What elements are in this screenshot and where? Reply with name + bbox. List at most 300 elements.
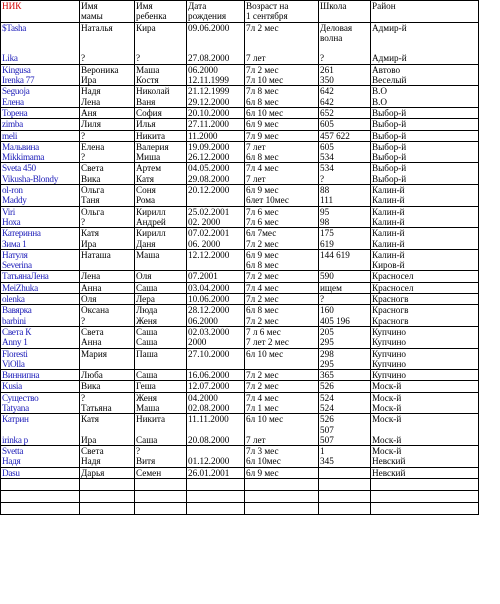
cell-line: Выбор-й: [372, 163, 407, 174]
cell-parent: [80, 294, 135, 305]
cell-line: 6л 8 мес: [246, 260, 279, 271]
cell-school: [319, 141, 371, 163]
cell-line: [188, 33, 243, 43]
cell-line: Lika: [2, 53, 18, 64]
cell-line: 29.12.2000: [188, 96, 230, 107]
cell-line: $Tasha: [2, 22, 27, 33]
cell-line: Mikkimama: [2, 152, 45, 163]
cell-line: [246, 43, 317, 53]
cell-parent: [80, 249, 135, 271]
empty-cell: [1, 479, 80, 491]
cell-line: Никита: [136, 130, 166, 141]
cell-line: Витя: [136, 456, 156, 467]
cell-school: [319, 305, 371, 327]
empty-cell: [245, 479, 319, 491]
cell-line: 06.2000: [188, 64, 218, 75]
cell-line: 02. 2000: [188, 216, 221, 227]
cell-age: [245, 119, 319, 130]
cell-parent: [80, 446, 135, 468]
cell-child: [135, 282, 187, 293]
cell-line: 02.03.2000: [188, 326, 230, 337]
cell-line: 2000: [188, 337, 207, 348]
cell-line: Елена: [2, 96, 24, 107]
table-row: [1, 249, 479, 271]
cell-line: 7л 2 мес: [246, 238, 279, 249]
cell-school: [319, 64, 371, 86]
cell-line: Семен: [136, 467, 162, 478]
cell-parent: [80, 130, 135, 141]
cell-line: Елена: [81, 141, 105, 152]
cell-line: Красногв: [372, 315, 409, 326]
cell-line: ?: [136, 446, 141, 457]
table-row: [1, 282, 479, 293]
cell-line: Ольга: [81, 206, 105, 217]
cell-line: 7л 1 мес: [246, 402, 279, 413]
cell-line: barbini: [2, 315, 26, 326]
cell-line: Выбор-й: [372, 141, 407, 152]
cell-line: Костя: [136, 75, 159, 86]
cell-child: [135, 446, 187, 468]
cell-parent: [80, 228, 135, 250]
empty-cell: [319, 479, 371, 491]
cell-line: Люба: [81, 370, 103, 381]
cell-line: Анна: [81, 337, 102, 348]
cell-line: Катя: [136, 173, 154, 184]
cell-line: Выбор-й: [372, 152, 407, 163]
cell-line: 06.2000: [188, 315, 218, 326]
cell-child: [135, 141, 187, 163]
cell-district: [371, 185, 479, 207]
cell-line: Наталья: [81, 22, 113, 33]
cell-line: 07.2001: [188, 271, 218, 282]
cell-nick: [1, 119, 80, 130]
cell-line: Даня: [136, 238, 156, 249]
cell-line: 04.05.2000: [188, 163, 230, 174]
cell-line: 10.06.2000: [188, 294, 230, 305]
cell-line: Маша: [136, 64, 160, 75]
cell-district: [371, 467, 479, 478]
table-row: [1, 294, 479, 305]
cell-district: [371, 348, 479, 370]
cell-line: 295: [320, 358, 334, 369]
cell-line: 524: [320, 392, 334, 403]
cell-line: Татьяна: [81, 402, 112, 413]
table-row: [1, 107, 479, 118]
cell-birth: [187, 392, 245, 414]
cell-line: Severina: [2, 260, 32, 271]
cell-nick: [1, 467, 80, 478]
empty-cell: [187, 479, 245, 491]
cell-line: [188, 260, 243, 270]
cell-line: Вика: [81, 381, 101, 392]
cell-line: Моск-й: [372, 381, 402, 392]
cell-age: [245, 86, 319, 108]
cell-line: Калин-й: [372, 249, 405, 260]
cell-district: [371, 22, 479, 64]
cell-line: Моск-й: [372, 402, 402, 413]
cell-line: 20.10.2000: [188, 107, 230, 118]
cell-line: 7л 6 мес: [246, 216, 279, 227]
cell-school: [319, 370, 371, 381]
cell-line: Деловая: [320, 22, 353, 33]
cell-line: 7л 2 мес: [246, 370, 279, 381]
cell-birth: [187, 326, 245, 348]
cell-age: [245, 348, 319, 370]
cell-line: 619: [320, 238, 334, 249]
cell-school: [319, 414, 371, 446]
cell-line: Калин-й: [372, 206, 405, 217]
cell-birth: [187, 107, 245, 118]
cell-line: ?: [136, 53, 141, 64]
cell-line: 7л 8 мес: [246, 86, 279, 97]
cell-line: Надя: [2, 456, 21, 467]
cell-age: [245, 141, 319, 163]
header-child: Имя ребенка: [135, 1, 187, 23]
empty-row: [1, 503, 479, 515]
cell-line: ?: [81, 130, 86, 141]
cell-line: Лена: [81, 96, 101, 107]
cell-child: [135, 414, 187, 446]
cell-line: [81, 33, 133, 43]
cell-line: 350: [320, 75, 334, 86]
cell-line: Моск-й: [372, 434, 402, 445]
cell-line: 526: [320, 381, 334, 392]
cell-birth: [187, 206, 245, 228]
cell-line: [246, 425, 317, 435]
cell-district: [371, 282, 479, 293]
cell-line: Света: [81, 163, 104, 174]
cell-age: [245, 392, 319, 414]
cell-line: Соня: [136, 185, 156, 196]
cell-line: 7л 4 мес: [246, 282, 279, 293]
cell-line: 524: [320, 402, 334, 413]
table-row: [1, 381, 479, 392]
empty-cell: [135, 479, 187, 491]
cell-school: [319, 381, 371, 392]
cell-line: Виннипна: [2, 370, 40, 381]
header-school: Школа: [319, 1, 371, 23]
table-row: [1, 370, 479, 381]
cell-line: 7л 9 мес: [246, 130, 279, 141]
cell-birth: [187, 305, 245, 327]
cell-line: meli: [2, 130, 18, 141]
cell-line: 457 622: [320, 130, 350, 141]
cell-line: 6л 9 мес: [246, 249, 279, 260]
table-row: [1, 392, 479, 414]
cell-birth: [187, 282, 245, 293]
cell-line: Выбор-й: [372, 173, 407, 184]
cell-district: [371, 163, 479, 185]
cell-line: [320, 468, 369, 478]
cell-line: 28.12.2000: [188, 305, 230, 316]
table-row: [1, 119, 479, 130]
cell-line: ?: [320, 173, 325, 184]
empty-cell: [187, 491, 245, 503]
cell-child: [135, 467, 187, 478]
cell-birth: [187, 446, 245, 468]
header-age: Возраст на 1 сентября: [245, 1, 319, 23]
cell-line: [136, 359, 185, 369]
cell-nick: [1, 22, 80, 64]
cell-parent: [80, 414, 135, 446]
cell-line: В.О: [372, 96, 388, 107]
cell-line: 295: [320, 337, 334, 348]
cell-line: 6л 10 мес: [246, 414, 284, 425]
cell-line: 27.08.2000: [188, 53, 230, 64]
cell-child: [135, 64, 187, 86]
cell-parent: [80, 22, 135, 64]
cell-nick: [1, 392, 80, 414]
cell-line: [188, 43, 243, 53]
cell-school: [319, 185, 371, 207]
cell-nick: [1, 381, 80, 392]
cell-age: [245, 282, 319, 293]
cell-birth: [187, 185, 245, 207]
empty-cell: [319, 491, 371, 503]
empty-cell: [187, 503, 245, 515]
cell-line: 11.2000: [188, 130, 218, 141]
cell-line: 7л 10 мес: [246, 75, 284, 86]
cell-line: 25.02.2001: [188, 206, 230, 217]
cell-line: 7л 2 мес: [246, 294, 279, 305]
cell-line: Надя: [81, 86, 101, 97]
cell-line: Киров-й: [372, 260, 405, 271]
cell-age: [245, 271, 319, 282]
cell-line: 261: [320, 64, 334, 75]
empty-cell: [80, 479, 135, 491]
table-row: [1, 130, 479, 141]
cell-line: Ольга: [81, 185, 105, 196]
cell-line: ?: [320, 294, 325, 305]
cell-line: Света К: [2, 326, 32, 337]
cell-line: 02.08.2000: [188, 402, 230, 413]
cell-parent: [80, 206, 135, 228]
empty-cell: [80, 503, 135, 515]
cell-line: Ваня: [136, 96, 156, 107]
cell-line: В.О: [372, 86, 388, 97]
cell-line: Выбор-й: [372, 119, 407, 130]
cell-line: Ира: [81, 238, 97, 249]
cell-line: 6л 7мес: [246, 228, 277, 239]
cell-line: 1: [320, 446, 325, 457]
cell-line: Kingusa: [2, 64, 31, 75]
cell-district: [371, 392, 479, 414]
cell-line: волна: [320, 32, 343, 43]
cell-line: Ира: [81, 434, 97, 445]
cell-line: 7л 3 мес: [246, 446, 279, 457]
cell-line: Оксана: [81, 305, 110, 316]
cell-line: 03.04.2000: [188, 282, 230, 293]
cell-line: Миша: [136, 152, 161, 163]
cell-age: [245, 107, 319, 118]
cell-child: [135, 86, 187, 108]
cell-child: [135, 206, 187, 228]
cell-age: [245, 249, 319, 271]
cell-line: Света: [81, 446, 104, 457]
cell-nick: [1, 271, 80, 282]
cell-birth: [187, 228, 245, 250]
cell-line: 04.2000: [188, 392, 218, 403]
table-row: [1, 141, 479, 163]
cell-line: Саша: [136, 337, 158, 348]
table-row: [1, 206, 479, 228]
cell-birth: [187, 414, 245, 446]
cell-child: [135, 107, 187, 118]
header-district: Район: [371, 1, 479, 23]
cell-district: [371, 294, 479, 305]
cell-line: Калин-й: [372, 238, 405, 249]
cell-birth: [187, 22, 245, 64]
cell-line: Люда: [136, 305, 158, 316]
cell-parent: [80, 467, 135, 478]
cell-line: Саша: [136, 282, 158, 293]
cell-line: Никита: [136, 414, 166, 425]
cell-line: 29.08.2000: [188, 173, 230, 184]
cell-line: Катя: [81, 228, 99, 239]
empty-cell: [135, 491, 187, 503]
cell-line: [81, 260, 133, 270]
cell-district: [371, 326, 479, 348]
cell-line: Анна: [81, 282, 102, 293]
cell-line: Таня: [81, 195, 100, 206]
empty-cell: [80, 491, 135, 503]
cell-line: Выбор-й: [372, 130, 407, 141]
cell-line: [136, 43, 185, 53]
cell-birth: [187, 271, 245, 282]
cell-line: 534: [320, 152, 334, 163]
cell-line: 605: [320, 141, 334, 152]
cell-line: 205: [320, 326, 334, 337]
cell-district: [371, 141, 479, 163]
cell-child: [135, 185, 187, 207]
cell-line: Калин-й: [372, 195, 405, 206]
cell-line: 7л 2 мес: [246, 271, 279, 282]
cell-school: [319, 22, 371, 64]
cell-line: Красногв: [372, 305, 409, 316]
cell-line: [188, 446, 243, 456]
cell-line: Купчино: [372, 370, 406, 381]
cell-line: 07.02.2001: [188, 228, 230, 239]
cell-school: [319, 326, 371, 348]
table-row: [1, 64, 479, 86]
cell-line: [2, 43, 78, 53]
cell-line: ищем: [320, 282, 342, 293]
cell-child: [135, 163, 187, 185]
cell-line: 7 лет: [246, 53, 266, 64]
cell-line: Kusia: [2, 381, 22, 392]
cell-age: [245, 414, 319, 446]
cell-line: Купчино: [372, 358, 406, 369]
empty-cell: [371, 479, 479, 491]
cell-line: zimba: [2, 119, 23, 130]
cell-line: Купчино: [372, 337, 406, 348]
cell-nick: [1, 86, 80, 108]
cell-line: 507: [320, 434, 334, 445]
cell-line: Артем: [136, 163, 162, 174]
cell-district: [371, 64, 479, 86]
empty-cell: [371, 503, 479, 515]
cell-line: Торена: [2, 107, 28, 118]
cell-line: irinka p: [2, 434, 28, 445]
cell-line: Невский: [372, 456, 406, 467]
cell-line: 507: [320, 424, 334, 435]
cell-line: Калин-й: [372, 216, 405, 227]
cell-nick: [1, 414, 80, 446]
table-row: [1, 163, 479, 185]
cell-line: [2, 425, 78, 435]
cell-school: [319, 163, 371, 185]
cell-line: 7л 4 мес: [246, 392, 279, 403]
cell-line: 95: [320, 206, 330, 217]
cell-line: Оля: [136, 271, 152, 282]
cell-parent: [80, 392, 135, 414]
cell-age: [245, 130, 319, 141]
cell-line: Sveta 450: [2, 163, 36, 174]
cell-line: 6л 9 мес: [246, 467, 279, 478]
cell-line: 298: [320, 348, 334, 359]
cell-line: Женя: [136, 392, 157, 403]
cell-line: [81, 43, 133, 53]
cell-line: Саша: [136, 434, 158, 445]
cell-age: [245, 381, 319, 392]
cell-line: [2, 33, 78, 43]
cell-parent: [80, 381, 135, 392]
table-row: [1, 305, 479, 327]
cell-line: ТатьянаЛена: [2, 271, 49, 282]
cell-line: 7 лет: [246, 434, 266, 445]
cell-line: 7л 4 мес: [246, 163, 279, 174]
cell-school: [319, 446, 371, 468]
cell-line: 6л 10 мес: [246, 107, 284, 118]
cell-birth: [187, 249, 245, 271]
cell-parent: [80, 64, 135, 86]
cell-line: 7л 2 мес: [246, 64, 279, 75]
cell-line: 6л 10мес: [246, 456, 281, 467]
cell-line: 27.10.2000: [188, 348, 230, 359]
cell-parent: [80, 282, 135, 293]
cell-child: [135, 130, 187, 141]
cell-line: ?: [81, 315, 86, 326]
cell-line: Anny 1: [2, 337, 28, 348]
cell-line: 6лет 10мес: [246, 195, 289, 206]
cell-line: Ноха: [2, 216, 21, 227]
cell-line: 642: [320, 96, 334, 107]
cell-line: 20.12.2000: [188, 185, 230, 196]
cell-birth: [187, 370, 245, 381]
cell-birth: [187, 163, 245, 185]
cell-school: [319, 119, 371, 130]
cell-line: 111: [320, 195, 334, 206]
cell-school: [319, 206, 371, 228]
cell-parent: [80, 163, 135, 185]
cell-child: [135, 271, 187, 282]
cell-line: 88: [320, 185, 330, 196]
cell-school: [319, 294, 371, 305]
cell-parent: [80, 370, 135, 381]
cell-line: ?: [81, 216, 86, 227]
cell-parent: [80, 326, 135, 348]
cell-line: ViOlla: [2, 358, 25, 369]
cell-line: Николай: [136, 86, 170, 97]
cell-parent: [80, 141, 135, 163]
cell-line: Маша: [136, 402, 160, 413]
cell-line: Невский: [372, 467, 406, 478]
cell-line: ?: [81, 392, 86, 403]
cell-age: [245, 185, 319, 207]
cell-line: [246, 33, 317, 43]
cell-line: Калин-й: [372, 228, 405, 239]
cell-line: Красногв: [372, 294, 409, 305]
